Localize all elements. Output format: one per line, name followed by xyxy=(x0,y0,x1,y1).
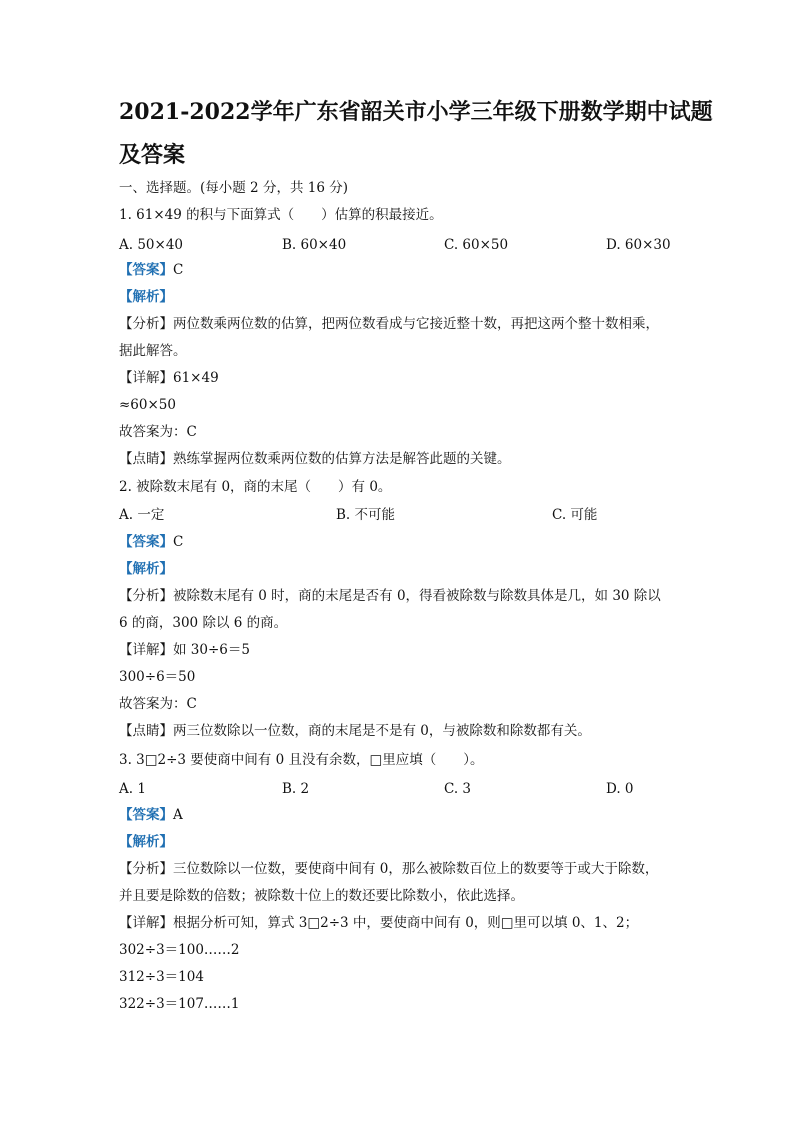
answer-tag: 【答案】 xyxy=(119,534,173,550)
question-2-dianjing xyxy=(119,721,591,741)
question-1-option-d: D. 60×30 xyxy=(606,237,671,253)
question-3-calc-line-2: 312÷3＝104 xyxy=(119,969,204,985)
question-1-xiangjie-line-1 xyxy=(119,368,219,388)
answer-value: C xyxy=(173,262,184,278)
dianjing-tag: 【点睛】 xyxy=(119,451,173,467)
question-1-option-c: C. 60×50 xyxy=(444,237,509,253)
question-3-answer xyxy=(119,805,183,825)
question-3-xiangjie-line-1 xyxy=(119,913,638,933)
question-2-option-a: A. 一定 xyxy=(119,507,165,523)
fenxi-tag: 【分析】 xyxy=(119,316,173,332)
question-3-calc-line-3: 322÷3＝107……1 xyxy=(119,996,240,1012)
question-2-xiangjie-line-1 xyxy=(119,640,250,660)
xiangjie-tag: 【详解】 xyxy=(119,642,173,658)
fenxi-text: 两位数乘两位数的估算，把两位数看成与它接近整十数，再把这两个整十数相乘， xyxy=(173,316,659,332)
question-1-dianjing xyxy=(119,449,511,469)
xiangjie-text: 如 30÷6＝5 xyxy=(173,642,250,658)
fenxi-text: 被除数末尾有 0 时，商的末尾是否有 0，得看被除数与除数具体是几，如 30 除以 xyxy=(173,588,661,604)
question-3-calc-line-1: 302÷3＝100……2 xyxy=(119,942,240,958)
question-2-jiexi xyxy=(119,559,173,579)
answer-tag: 【答案】 xyxy=(119,262,173,278)
question-3-option-b: B. 2 xyxy=(282,781,310,797)
jiexi-tag: 【解析】 xyxy=(119,834,173,850)
question-2-xiangjie-line-2: 300÷6＝50 xyxy=(119,669,196,685)
question-3-option-c: C. 3 xyxy=(444,781,472,797)
question-2-option-b: B. 不可能 xyxy=(336,507,396,523)
xiangjie-text: 根据分析可知，算式 3□2÷3 中，要使商中间有 0，则□里可以填 0、1、2； xyxy=(173,915,639,931)
answer-value: A xyxy=(173,807,183,823)
document-title-line-1: 2021-2022学年广东省韶关市小学三年级下册数学期中试题 xyxy=(119,99,713,125)
fenxi-text: 三位数除以一位数，要使商中间有 0，那么被除数百位上的数要等于或大于除数， xyxy=(173,861,659,877)
question-1-fenxi-line-2: 据此解答。 xyxy=(119,343,187,359)
question-1-fenxi-line-1 xyxy=(119,314,659,334)
question-1-option-a: A. 50×40 xyxy=(119,237,183,253)
question-2-conclusion: 故答案为：C xyxy=(119,696,197,712)
question-2-fenxi-line-1 xyxy=(119,586,661,606)
question-1-answer xyxy=(119,260,183,280)
fenxi-tag: 【分析】 xyxy=(119,861,173,877)
dianjing-tag: 【点睛】 xyxy=(119,723,173,739)
answer-value: C xyxy=(173,534,184,550)
question-1-xiangjie-line-2: ≈60×50 xyxy=(119,397,176,413)
question-3-option-a: A. 1 xyxy=(119,781,146,797)
dianjing-text: 熟练掌握两位数乘两位数的估算方法是解答此题的关键。 xyxy=(173,451,511,467)
question-2-stem: 2. 被除数末尾有 0，商的末尾（ ）有 0。 xyxy=(119,479,392,495)
jiexi-tag: 【解析】 xyxy=(119,561,173,577)
question-2-option-c: C. 可能 xyxy=(552,507,598,523)
question-2-answer xyxy=(119,532,183,552)
question-3-jiexi xyxy=(119,832,173,852)
question-1-stem: 1. 61×49 的积与下面算式（ ）估算的积最接近。 xyxy=(119,207,443,223)
xiangjie-tag: 【详解】 xyxy=(119,915,173,931)
question-1-conclusion: 故答案为：C xyxy=(119,424,197,440)
question-3-fenxi-line-2: 并且要是除数的倍数；被除数十位上的数还要比除数小，依此选择。 xyxy=(119,888,524,904)
dianjing-text: 两三位数除以一位数，商的末尾是不是有 0，与被除数和除数都有关。 xyxy=(173,723,591,739)
xiangjie-text: 61×49 xyxy=(173,370,219,386)
question-1-option-b: B. 60×40 xyxy=(282,237,347,253)
question-3-option-d: D. 0 xyxy=(606,781,634,797)
question-1-jiexi xyxy=(119,287,173,307)
question-3-stem: 3. 3□2÷3 要使商中间有 0 且没有余数，□里应填（ ）。 xyxy=(119,752,484,768)
xiangjie-tag: 【详解】 xyxy=(119,370,173,386)
jiexi-tag: 【解析】 xyxy=(119,289,173,305)
fenxi-tag: 【分析】 xyxy=(119,588,173,604)
answer-tag: 【答案】 xyxy=(119,807,173,823)
document-title-line-2: 及答案 xyxy=(119,142,186,168)
question-3-fenxi-line-1 xyxy=(119,859,658,879)
question-2-fenxi-line-2: 6 的商，300 除以 6 的商。 xyxy=(119,615,288,631)
section-heading: 一、选择题。(每小题 2 分，共 16 分) xyxy=(119,180,348,196)
